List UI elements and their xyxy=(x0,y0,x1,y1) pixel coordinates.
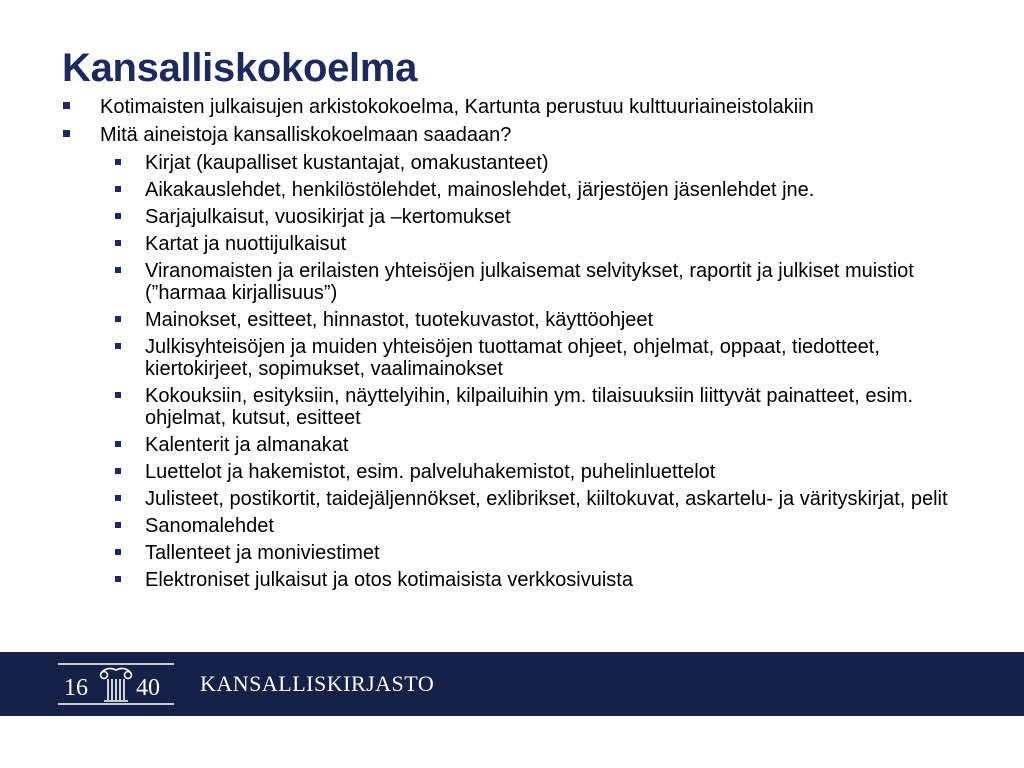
logo-year-left: 16 xyxy=(64,675,88,701)
square-bullet-icon xyxy=(115,522,121,528)
sub-bullet-item xyxy=(145,542,975,564)
square-bullet-icon xyxy=(115,213,121,219)
sub-bullet-item xyxy=(145,434,975,456)
sub-bullet-text: Kirjat (kaupalliset kustantajat, omakustanteet) xyxy=(145,152,549,174)
sub-bullet-list xyxy=(0,152,1024,591)
square-bullet-icon xyxy=(115,316,121,322)
sub-bullet-text: Tallenteet ja moniviestimet xyxy=(145,542,380,564)
sub-bullet-item xyxy=(145,569,975,591)
sub-bullet-text: Viranomaisten ja erilaisten yhteisöjen julkaisemat selvitykset, raportit ja julkiset muistiot (”harmaa kirjallisuus”) xyxy=(145,260,914,304)
square-bullet-icon xyxy=(115,186,121,192)
square-bullet-icon xyxy=(115,441,121,447)
slide-title: Kansalliskokoelma xyxy=(62,46,418,90)
square-bullet-icon xyxy=(115,576,121,582)
sub-bullet-text: Kokouksiin, esityksiin, näyttelyihin, kilpailuihin ym. tilaisuuksiin liittyvät painatteet, esim. ohjelmat, kutsut, esitteet xyxy=(145,385,914,429)
square-bullet-icon xyxy=(115,549,121,555)
square-bullet-icon xyxy=(115,159,121,165)
logo-year-right: 40 xyxy=(136,675,160,701)
bullet-item-materials xyxy=(100,124,960,146)
sub-bullet-item xyxy=(145,206,975,228)
sub-bullet-text: Julkisyhteisöjen ja muiden yhteisöjen tuottamat ohjeet, ohjelmat, oppaat, tiedotteet, kiertokirjeet, sopimukset, vaalimainokset xyxy=(145,336,880,380)
sub-bullet-text: Sanomalehdet xyxy=(145,515,274,537)
sub-bullet-item xyxy=(145,179,975,201)
sub-bullet-text: Sarjajulkaisut, vuosikirjat ja –kertomukset xyxy=(145,206,511,228)
brand-name: KANSALLISKIRJASTO xyxy=(200,671,435,696)
square-bullet-icon xyxy=(115,468,121,474)
sub-bullet-text: Kartat ja nuottijulkaisut xyxy=(145,233,347,255)
sub-bullet-text: Mainokset, esitteet, hinnastot, tuotekuvastot, käyttöohjeet xyxy=(145,309,654,331)
sub-bullet-item xyxy=(145,515,975,537)
sub-bullet-item xyxy=(145,461,975,483)
sub-bullet-item xyxy=(145,385,975,429)
sub-bullet-text: Aikakauslehdet, henkilöstölehdet, mainoslehdet, järjestöjen jäsenlehdet jne. xyxy=(145,179,815,201)
bullet-list xyxy=(0,96,1024,596)
square-bullet-icon xyxy=(115,267,121,273)
ionic-column-icon xyxy=(58,660,174,708)
sub-bullet-item xyxy=(145,309,975,331)
bullet-text: Mitä aineistoja kansalliskokoelmaan saadaan? xyxy=(100,124,512,146)
bullet-text: Kotimaisten julkaisujen arkistokokoelma, Kartunta perustuu kulttuuriaineistolakiin xyxy=(100,96,814,118)
sub-bullet-item xyxy=(145,336,975,380)
square-bullet-icon xyxy=(63,130,70,137)
footer-bar xyxy=(0,652,1024,716)
sub-bullet-text: Julisteet, postikortit, taidejäljennökset, exlibrikset, kiiltokuvat, askartelu- ja värityskirjat, pelit xyxy=(145,488,948,510)
sub-bullet-text: Elektroniset julkaisut ja otos kotimaisista verkkosivuista xyxy=(145,569,633,591)
square-bullet-icon xyxy=(115,343,121,349)
sub-bullet-text: Kalenterit ja almanakat xyxy=(145,434,349,456)
sub-bullet-text: Luettelot ja hakemistot, esim. palveluhakemistot, puhelinluettelot xyxy=(145,461,716,483)
square-bullet-icon xyxy=(115,392,121,398)
bullet-item-collection xyxy=(100,96,960,118)
square-bullet-icon xyxy=(115,495,121,501)
library-logo xyxy=(58,660,174,708)
square-bullet-icon xyxy=(115,240,121,246)
sub-bullet-item xyxy=(145,152,975,174)
square-bullet-icon xyxy=(63,102,70,109)
sub-bullet-item xyxy=(145,233,975,255)
sub-bullet-item xyxy=(145,488,975,510)
sub-bullet-item xyxy=(145,260,975,304)
